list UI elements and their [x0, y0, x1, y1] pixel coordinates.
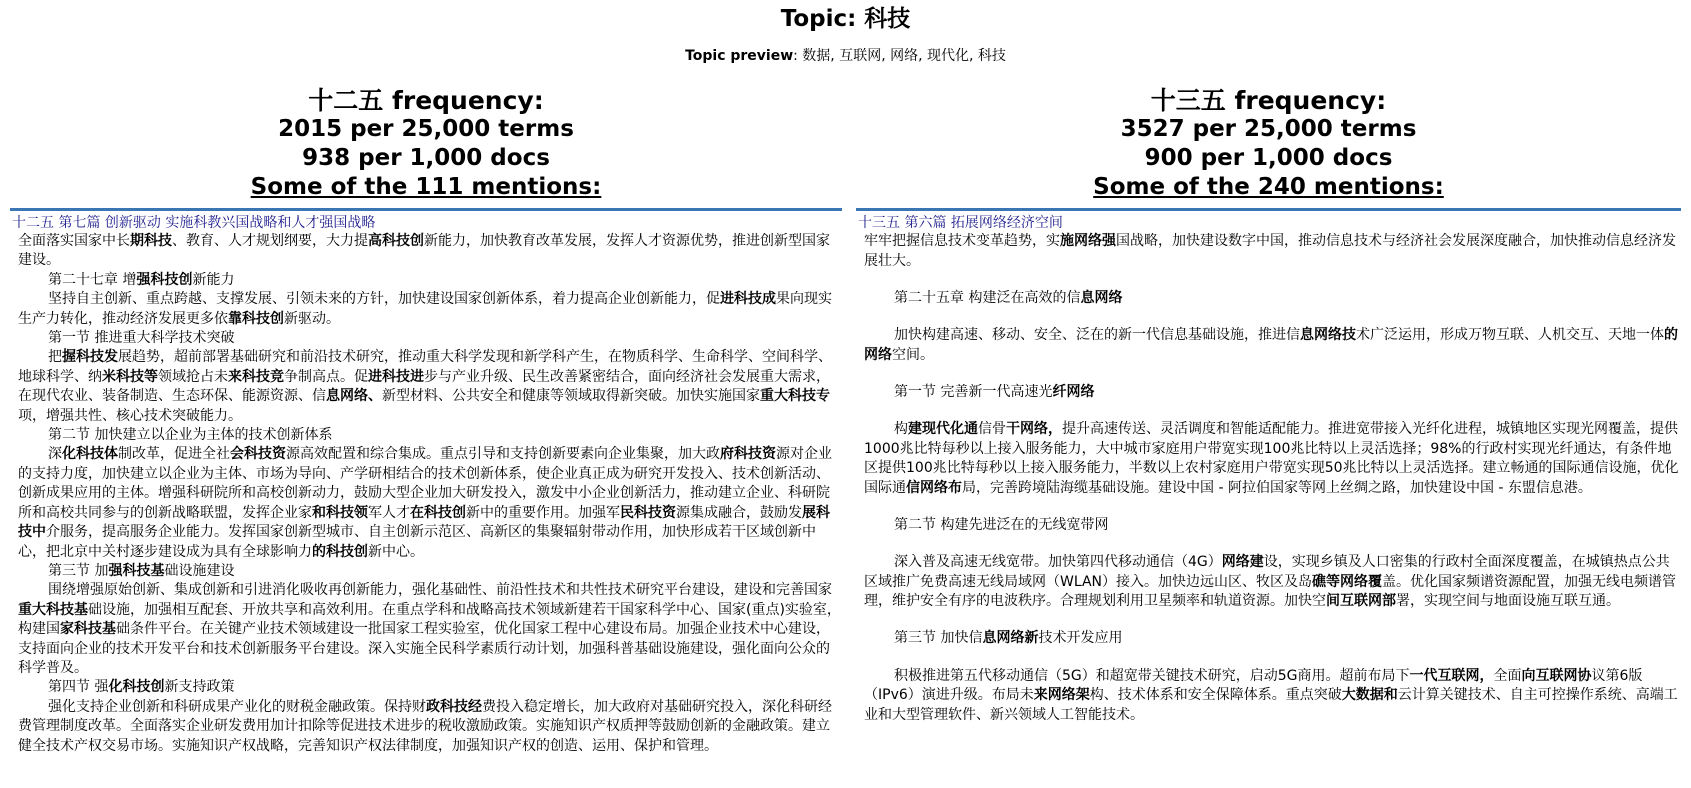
- passage-paragraph: 把握科技发展趋势，超前部署基础研究和前沿技术研究，推动重大科学发现和新学科产生，在物质科学、生命科学、空间科学、地球科学、纳米科技等领域抢占未来科技竞争制高点。促进科技进步与产业升级、民生改善紧密结合，面向经济社会发展重大需求，在现代农业、装备制造、生态环保、能源资源、信息网络、新型材料、公共安全和健康等领域取得新突破。加快实施国家重大科技专项，增强共性、核心技术突破能力。: [18, 349, 832, 424]
- left-frequency-header: [10, 86, 842, 202]
- topic-preview: [0, 47, 1691, 65]
- right-doc-title[interactable]: 十三五 第六篇 拓展网络经济空间: [858, 215, 1063, 231]
- right-terms-line: 3527 per 25,000 terms: [1120, 116, 1417, 142]
- left-passage: [18, 232, 842, 756]
- right-name-line: 十三五 frequency:: [1150, 86, 1387, 115]
- left-name-line: 十二五 frequency:: [308, 86, 544, 115]
- section-heading: 第二节 加快建立以企业为主体的技术创新体系: [48, 427, 333, 444]
- topic-preview-terms: : 数据, 互联网, 网络, 现代化, 科技: [793, 48, 1006, 64]
- right-mentions-line: Some of the 240 mentions:: [1093, 174, 1444, 200]
- left-doc-title[interactable]: 十二五 第七篇 创新驱动 实施科教兴国战略和人才强国战略: [12, 215, 376, 231]
- left-mentions-line: Some of the 111 mentions:: [250, 174, 602, 200]
- passage-paragraph: 加快构建高速、移动、安全、泛在的新一代信息基础设施，推进信息网络技术广泛运用，形成万物互联、人机交互、天地一体的网络空间。: [864, 326, 1678, 363]
- section-heading: 第一节 推进重大科学技术突破: [48, 330, 235, 347]
- passage-paragraph: 深入普及高速无线宽带。加快第四代移动通信（4G）网络建设，实现乡镇及人口密集的行政村全面深度覆盖，在城镇热点公共区域推广免费高速无线局域网（WLAN）接入。加快边远山区、牧区及岛礁等网络覆盖。优化国家频谱资源配置，加强无线电频谱管理，维护安全有序的电波秩序。合理规划利用卫星频率和轨道资源。加快空间互联网部署，实现空间与地面设施互联互通。: [864, 554, 1677, 610]
- right-passage: [864, 232, 1681, 725]
- passage-paragraph: 全面落实国家中长期科技、教育、人才规划纲要，大力提高科技创新能力，加快教育改革发展，发挥人才资源优势，推进创新型国家建设。: [18, 233, 830, 269]
- section-heading: 第二十七章 增强科技创新能力: [48, 271, 235, 288]
- right-docs-line: 900 per 1,000 docs: [1144, 145, 1393, 171]
- section-heading: 第二十五章 构建泛在高效的信息网络: [894, 289, 1123, 306]
- passage-paragraph: 积极推进第五代移动通信（5G）和超宽带关键技术研究，启动5G商用。超前布局下一代互联网，全面向互联网协议第6版（IPv6）演进升级。布局未来网络架构、技术体系和安全保障体系。重点突破大数据和云计算关键技术、自主可控操作系统、高端工业和大型管理软件、新兴领域人工智能技术。: [864, 667, 1678, 723]
- passage-paragraph: 构建现代化通信骨干网络，提升高速传送、灵活调度和智能适配能力。推进宽带接入光纤化进程，城镇地区实现光网覆盖，提供1000兆比特每秒以上接入服务能力，大中城市家庭用户带宽实现100兆比特以上灵活选择；98%的行政村实现光纤通达，有条件地区提供100兆比特每秒以上接入服务能力，半数以上农村家庭用户带宽实现50兆比特以上灵活选择。建立畅通的国际通信设施，优化国际通信网络布局，完善跨境陆海缆基础设施。建设中国 - 阿拉伯国家等网上丝绸之路，加快建设中国 - 东盟信息港。: [864, 420, 1679, 496]
- right-column: [856, 86, 1681, 743]
- section-heading: 第一节 完善新一代高速光纤网络: [894, 383, 1095, 400]
- left-column: [10, 86, 842, 756]
- passage-paragraph: 围绕增强原始创新、集成创新和引进消化吸收再创新能力，强化基础性、前沿性技术和共性技术研究平台建设，建设和完善国家重大科技基础设施，加强相互配套、开放共享和高效利用。在重点学科和战略高技术领域新建若干国家科学中心、国家(重点)实验室，构建国家科技基础条件平台。在关键产业技术领域建设一批国家工程实验室，优化国家工程中心建设布局。加强企业技术中心建设，支持面向企业的技术开发平台和技术创新服务平台建设。深入实施全民科学素质行动计划，加强科普基础设施建设，强化面向公众的科学普及。: [18, 582, 841, 676]
- topic-preview-label: Topic preview: [685, 48, 794, 64]
- right-divider: [856, 208, 1681, 211]
- section-heading: 第三节 加强科技基础设施建设: [48, 562, 235, 579]
- section-heading: 第三节 加快信息网络新技术开发应用: [894, 630, 1123, 647]
- left-terms-line: 2015 per 25,000 terms: [278, 116, 574, 142]
- left-docs-line: 938 per 1,000 docs: [302, 145, 550, 171]
- section-heading: 第四节 强化科技创新支持政策: [48, 679, 235, 696]
- topic-title: Topic: 科技: [780, 6, 911, 32]
- passage-paragraph: 深化科技体制改革，促进全社会科技资源高效配置和综合集成。重点引导和支持创新要素向企业集聚，加大政府科技资源对企业的支持力度，加快建立以企业为主体、市场为导向、产学研相结合的技术创新体系，使企业真正成为研究开发投入、技术创新活动、创新成果应用的主体。增强科研院所和高校创新动力，鼓励大型企业加大研发投入，激发中小企业创新活力，推动建立企业、科研院所和高校共同参与的创新战略联盟，发挥企业家和科技领军人才在科技创新中的重要作用。加强军民科技资源集成融合，鼓励发展科技中介服务，提高服务企业能力。发挥国家创新型城市、自主创新示范区、高新区的集聚辐射带动作用，加快形成若干区域创新中心，把北京中关村逐步建设成为具有全球影响力的科技创新中心。: [18, 446, 832, 560]
- section-heading: 第二节 构建先进泛在的无线宽带网: [894, 516, 1109, 533]
- right-frequency-header: [856, 86, 1681, 202]
- passage-paragraph: 坚持自主创新、重点跨越、支撑发展、引领未来的方针，加快建设国家创新体系，着力提高企业创新能力，促进科技成果向现实生产力转化，推动经济发展更多依靠科技创新驱动。: [18, 291, 832, 327]
- left-divider: [10, 208, 842, 211]
- passage-paragraph: 强化支持企业创新和科研成果产业化的财税金融政策。保持财政科技经费投入稳定增长，加大政府对基础研究投入，深化科研经费管理制度改革。全面落实企业研发费用加计扣除等促进技术进步的税收激励政策。实施知识产权质押等鼓励创新的金融政策。建立健全技术产权交易市场。实施知识产权战略，完善知识产权法律制度，加强知识产权的创造、运用、保护和管理。: [18, 698, 832, 754]
- passage-paragraph: 牢牢把握信息技术变革趋势，实施网络强国战略，加快建设数字中国，推动信息技术与经济社会发展深度融合，加快推动信息经济发展壮大。: [864, 233, 1676, 269]
